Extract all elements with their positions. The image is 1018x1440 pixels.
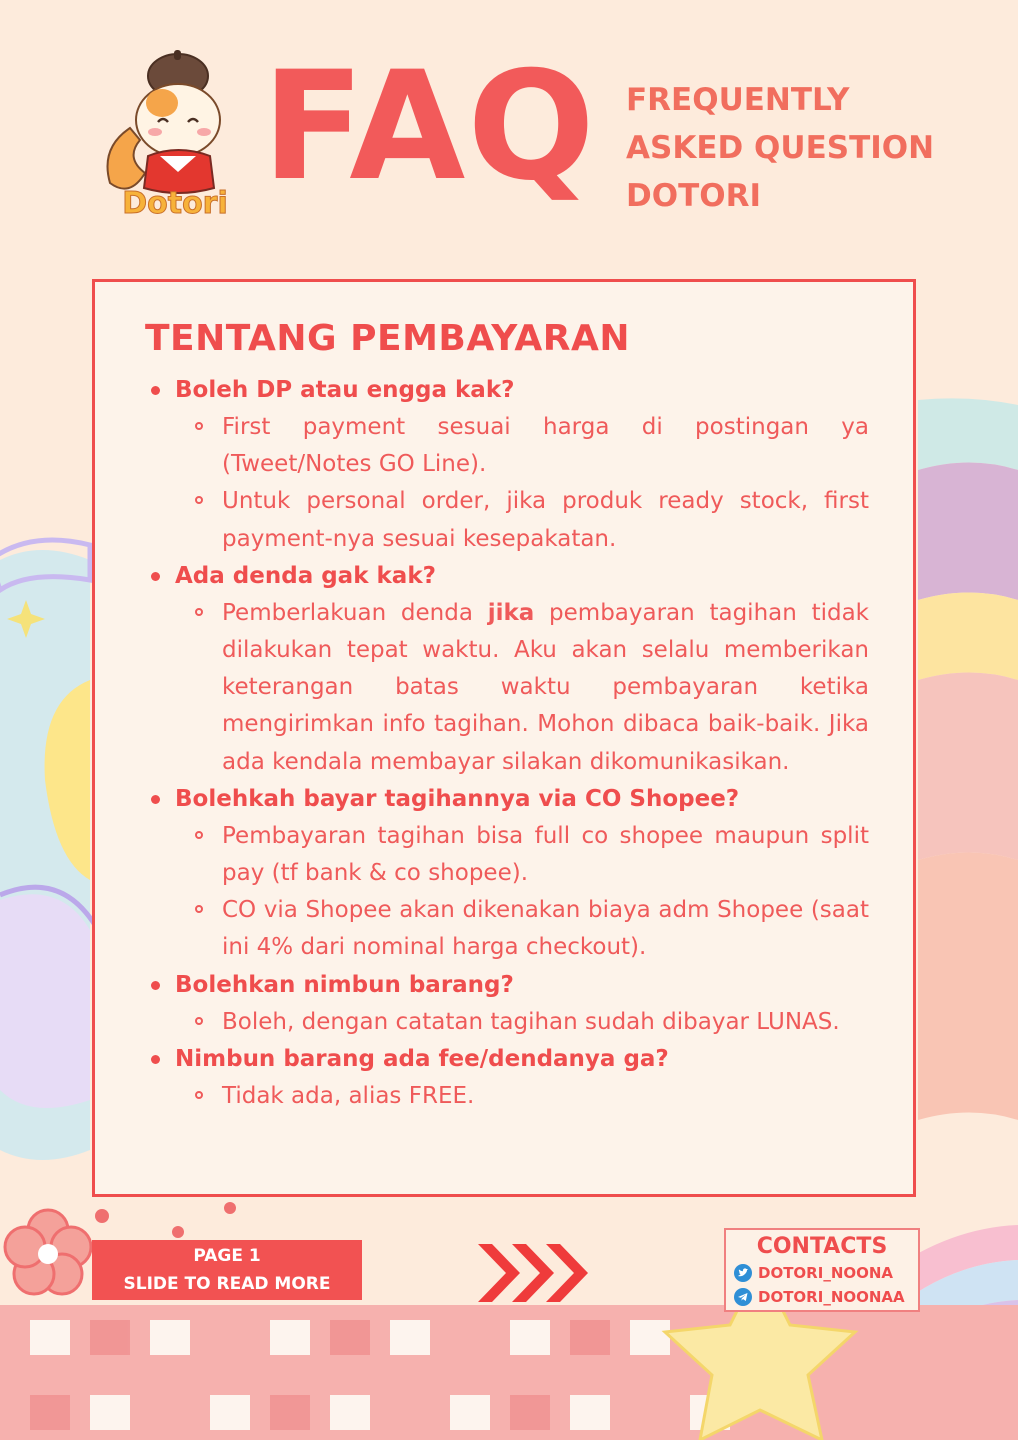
next-arrows-icon[interactable] (474, 1240, 589, 1306)
contacts-title: CONTACTS (756, 1234, 888, 1259)
faq-answer-text: Pemberlakuan denda (222, 599, 488, 626)
faq-answers (175, 818, 919, 967)
dotori-mascot-logo (100, 48, 250, 223)
sub-bullet-icon (195, 831, 203, 839)
faq-answers (175, 409, 919, 558)
faq-question: Nimbun barang ada fee/dendanya ga? (175, 1045, 669, 1072)
subtitle-line: FREQUENTLY (626, 82, 850, 118)
bullet-icon (151, 795, 160, 804)
telegram-handle: DOTORI_NOONAA (758, 1288, 905, 1306)
faq-answer-text: CO via Shopee akan dikenakan biaya adm Shopee (saat ini 4% dari nominal harga checkout). (222, 897, 869, 961)
twitter-contact[interactable] (734, 1264, 893, 1282)
subtitle-line: DOTORI (626, 178, 761, 214)
twitter-icon (734, 1264, 752, 1282)
faq-answer (175, 1004, 919, 1041)
page-badge[interactable] (92, 1240, 362, 1300)
faq-answers (175, 1078, 919, 1115)
telegram-contact[interactable] (734, 1288, 905, 1306)
sub-bullet-icon (195, 905, 203, 913)
faq-answer (175, 892, 919, 966)
faq-item (95, 1041, 919, 1115)
faq-question: Bolehkan nimbun barang? (175, 971, 514, 998)
faq-answer-text: Untuk personal order, jika produk ready stock, first payment-nya sesuai kesepakatan. (222, 488, 869, 552)
faq-item (95, 781, 919, 967)
faq-answers (175, 1004, 919, 1041)
faq-answer-text: Pembayaran tagihan bisa full co shopee maupun split pay (tf bank & co shopee). (222, 822, 869, 887)
faq-question: Bolehkah bayar tagihannya via CO Shopee? (175, 785, 740, 812)
faq-item (95, 558, 919, 781)
faq-answer-text: Boleh, dengan catatan tagihan sudah dibayar LUNAS. (222, 1008, 840, 1035)
bullet-icon (151, 386, 160, 395)
bullet-icon (151, 572, 160, 581)
logo-text: Dotori (122, 186, 228, 221)
faq-answers (175, 595, 919, 781)
faq-answer-text: pembayaran tagihan tidak dilakukan tepat waktu. Aku akan selalu memberikan keterangan batas waktu pembayaran ketika mengirimkan info tagihan. Mohon dibaca baik-baik. Jika ada kendala membayar silakan dikomunikasikan. (222, 599, 869, 775)
faq-answer (175, 818, 919, 892)
page-label: PAGE 1 (193, 1246, 261, 1266)
sub-bullet-icon (195, 1091, 203, 1099)
telegram-icon (734, 1288, 752, 1306)
page-title: FAQ (262, 40, 597, 214)
faq-question: Ada denda gak kak? (175, 562, 436, 589)
faq-card (92, 279, 916, 1197)
slide-label: SLIDE TO READ MORE (123, 1274, 331, 1294)
faq-answer-text: First payment sesuai harga di postingan ya (Tweet/Notes GO Line). (222, 414, 869, 478)
sub-bullet-icon (195, 608, 203, 616)
faq-question: Boleh DP atau engga kak? (175, 377, 515, 403)
faq-item (95, 967, 919, 1041)
subtitle-line: ASKED QUESTION (626, 130, 935, 166)
sub-bullet-icon (195, 422, 203, 430)
sub-bullet-icon (195, 496, 203, 504)
contacts-box (724, 1228, 920, 1312)
faq-answer-emphasis: jika (487, 599, 535, 626)
faq-list (95, 372, 919, 1115)
bullet-icon (151, 1055, 160, 1064)
section-title: TENTANG PEMBAYARAN (145, 318, 630, 359)
faq-item (95, 372, 919, 558)
faq-answer (175, 595, 919, 781)
bullet-icon (151, 981, 160, 990)
sub-bullet-icon (195, 1017, 203, 1025)
faq-answer (175, 483, 919, 557)
faq-answer (175, 409, 919, 483)
faq-answer (175, 1078, 919, 1115)
subtitle (626, 76, 934, 220)
twitter-handle: DOTORI_NOONA (758, 1264, 894, 1282)
faq-answer-text: Tidak ada, alias FREE. (222, 1082, 475, 1109)
